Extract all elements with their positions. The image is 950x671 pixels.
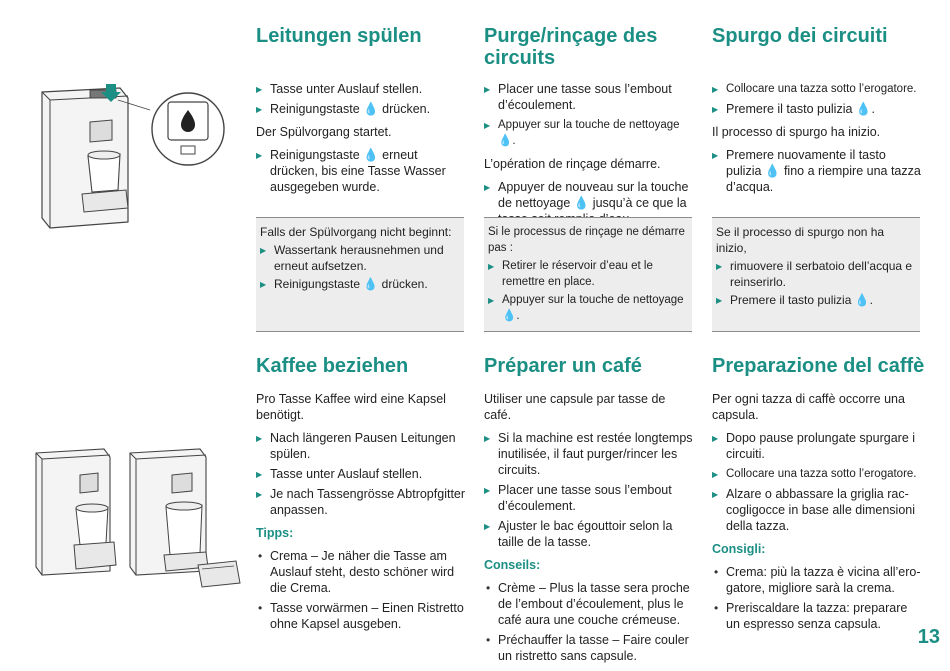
list-item: ▶ Premere il tasto pulizia 💧. [716, 292, 916, 308]
flush-title-it: Spurgo dei circuiti [712, 25, 888, 47]
list-item: ▶ rimuovere il serbatoio dell’acqua e reinserirlo. [716, 258, 916, 290]
paragraph: Il processo di spurgo ha inizio. [712, 125, 881, 139]
tips-title: Tipps: [256, 526, 294, 540]
list-item: ▶ Wassertank herausnehmen und erneut aufsetzen. [260, 242, 460, 274]
list-item: ▶ Premere nuovamente il tasto pulizia 💧 fino a riempire una tazza d’acqua. [712, 147, 922, 195]
paragraph: L’opération de rinçage démarre. [484, 157, 661, 171]
list-item: ▶ Tasse unter Auslauf stellen. [256, 466, 466, 482]
list-item: ▶ Retirer le réservoir d’eau et le remettre en place. [488, 258, 688, 290]
flush-body-fr [484, 81, 694, 234]
machine-coffee-illustration [30, 445, 245, 595]
tips-title: Consigli: [712, 542, 766, 556]
paragraph: Utiliser une capsule par tasse de café. [484, 392, 666, 422]
list-item: ▶ Reinigungstaste 💧 erneut drücken, bis eine Tasse Wasser ausgegeben wurde. [256, 147, 466, 195]
coffee-body-fr [484, 391, 694, 671]
flush-body-it [712, 81, 922, 202]
list-item: ▶ Je nach Tassengrösse Abtropfgitter anpassen. [256, 486, 466, 518]
flush-title-de: Leitungen spülen [256, 25, 422, 47]
paragraph: Pro Tasse Kaffee wird eine Kapsel benötigt. [256, 392, 446, 422]
list-item: • Crema – Je näher die Tasse am Auslauf steht, desto schöner wird die Crema. [256, 548, 466, 596]
list-item: ▶ Si la machine est restée longtemps inutilisée, il faut purger/rincer les circuits. [484, 430, 694, 478]
flush-note-box-de [256, 217, 464, 332]
note-intro: Si le processus de rinçage ne démarre pas : [488, 226, 685, 254]
note-intro: Falls der Spülvorgang nicht beginnt: [260, 225, 452, 239]
flush-title-fr: Purge/rinçage des circuits [484, 25, 658, 69]
list-item: ▶ Reinigungstaste 💧 drücken. [260, 276, 460, 292]
paragraph: Der Spülvorgang startet. [256, 125, 392, 139]
list-item: ▶ Dopo pause prolungate spurgare i circuiti. [712, 430, 922, 462]
coffee-title-it: Preparazione del caffè [712, 355, 925, 377]
coffee-title-de: Kaffee beziehen [256, 355, 409, 377]
machine-flush-illustration [30, 82, 260, 242]
list-item: • Préchauffer la tasse – Faire couler un ristretto sans capsule. [484, 632, 694, 664]
note-intro: Se il processo di spurgo non ha inizio, [716, 225, 885, 255]
list-item: ▶ Tasse unter Auslauf stellen. [256, 81, 466, 97]
coffee-title-fr: Préparer un café [484, 355, 642, 377]
list-item: • Preriscaldare la tazza: preparare un espresso senza capsula. [712, 600, 922, 632]
list-item: ▶ Appuyer sur la touche de nettoyage 💧. [484, 117, 694, 149]
page-number: 13 [917, 626, 940, 648]
tips-title: Conseils: [484, 558, 541, 572]
list-item: • Crema: più la tazza è vicina all’erogatore, migliore sarà la crema. [712, 564, 922, 596]
list-item: ▶ Collocare una tazza sotto l’erogatore. [712, 81, 922, 97]
list-item: ▶ Collocare una tazza sotto l’erogatore. [712, 466, 922, 482]
list-item: ▶ Nach längeren Pausen Leitungen spülen. [256, 430, 466, 462]
list-item: ▶ Ajuster le bac égouttoir selon la taille de la tasse. [484, 518, 694, 550]
paragraph: Per ogni tazza di caffè occorre una capsula. [712, 392, 905, 422]
list-item: • Tasse vorwärmen – Einen Ristretto ohne Kapsel ausgeben. [256, 600, 466, 632]
list-item: ▶ Placer une tasse sous l’embout d’écoulement. [484, 482, 694, 514]
list-item: ▶ Placer une tasse sous l’embout d’écoulement. [484, 81, 694, 113]
list-item: ▶ Appuyer de nouveau sur la touche de nettoyage 💧 jusqu’à ce que la [484, 179, 694, 227]
list-item: ▶ Premere il tasto pulizia 💧. [712, 101, 922, 117]
list-item: • Crème – Plus la tasse sera proche de l’embout d’écoulement, plus le café aura une couche crémeuse. [484, 580, 694, 628]
flush-note-box-it [712, 217, 920, 332]
list-item: ▶ Reinigungstaste 💧 drücken. [256, 101, 466, 117]
list-item: ▶ Alzare o abbassare la griglia raccogligocce in base alle dimensioni della tazza. [712, 486, 922, 534]
coffee-body-de [256, 391, 466, 639]
list-item: ▶ Appuyer sur la touche de nettoyage 💧. [488, 292, 688, 324]
flush-note-box-fr [484, 217, 692, 332]
flush-body-de [256, 81, 466, 202]
coffee-body-it [712, 391, 922, 639]
